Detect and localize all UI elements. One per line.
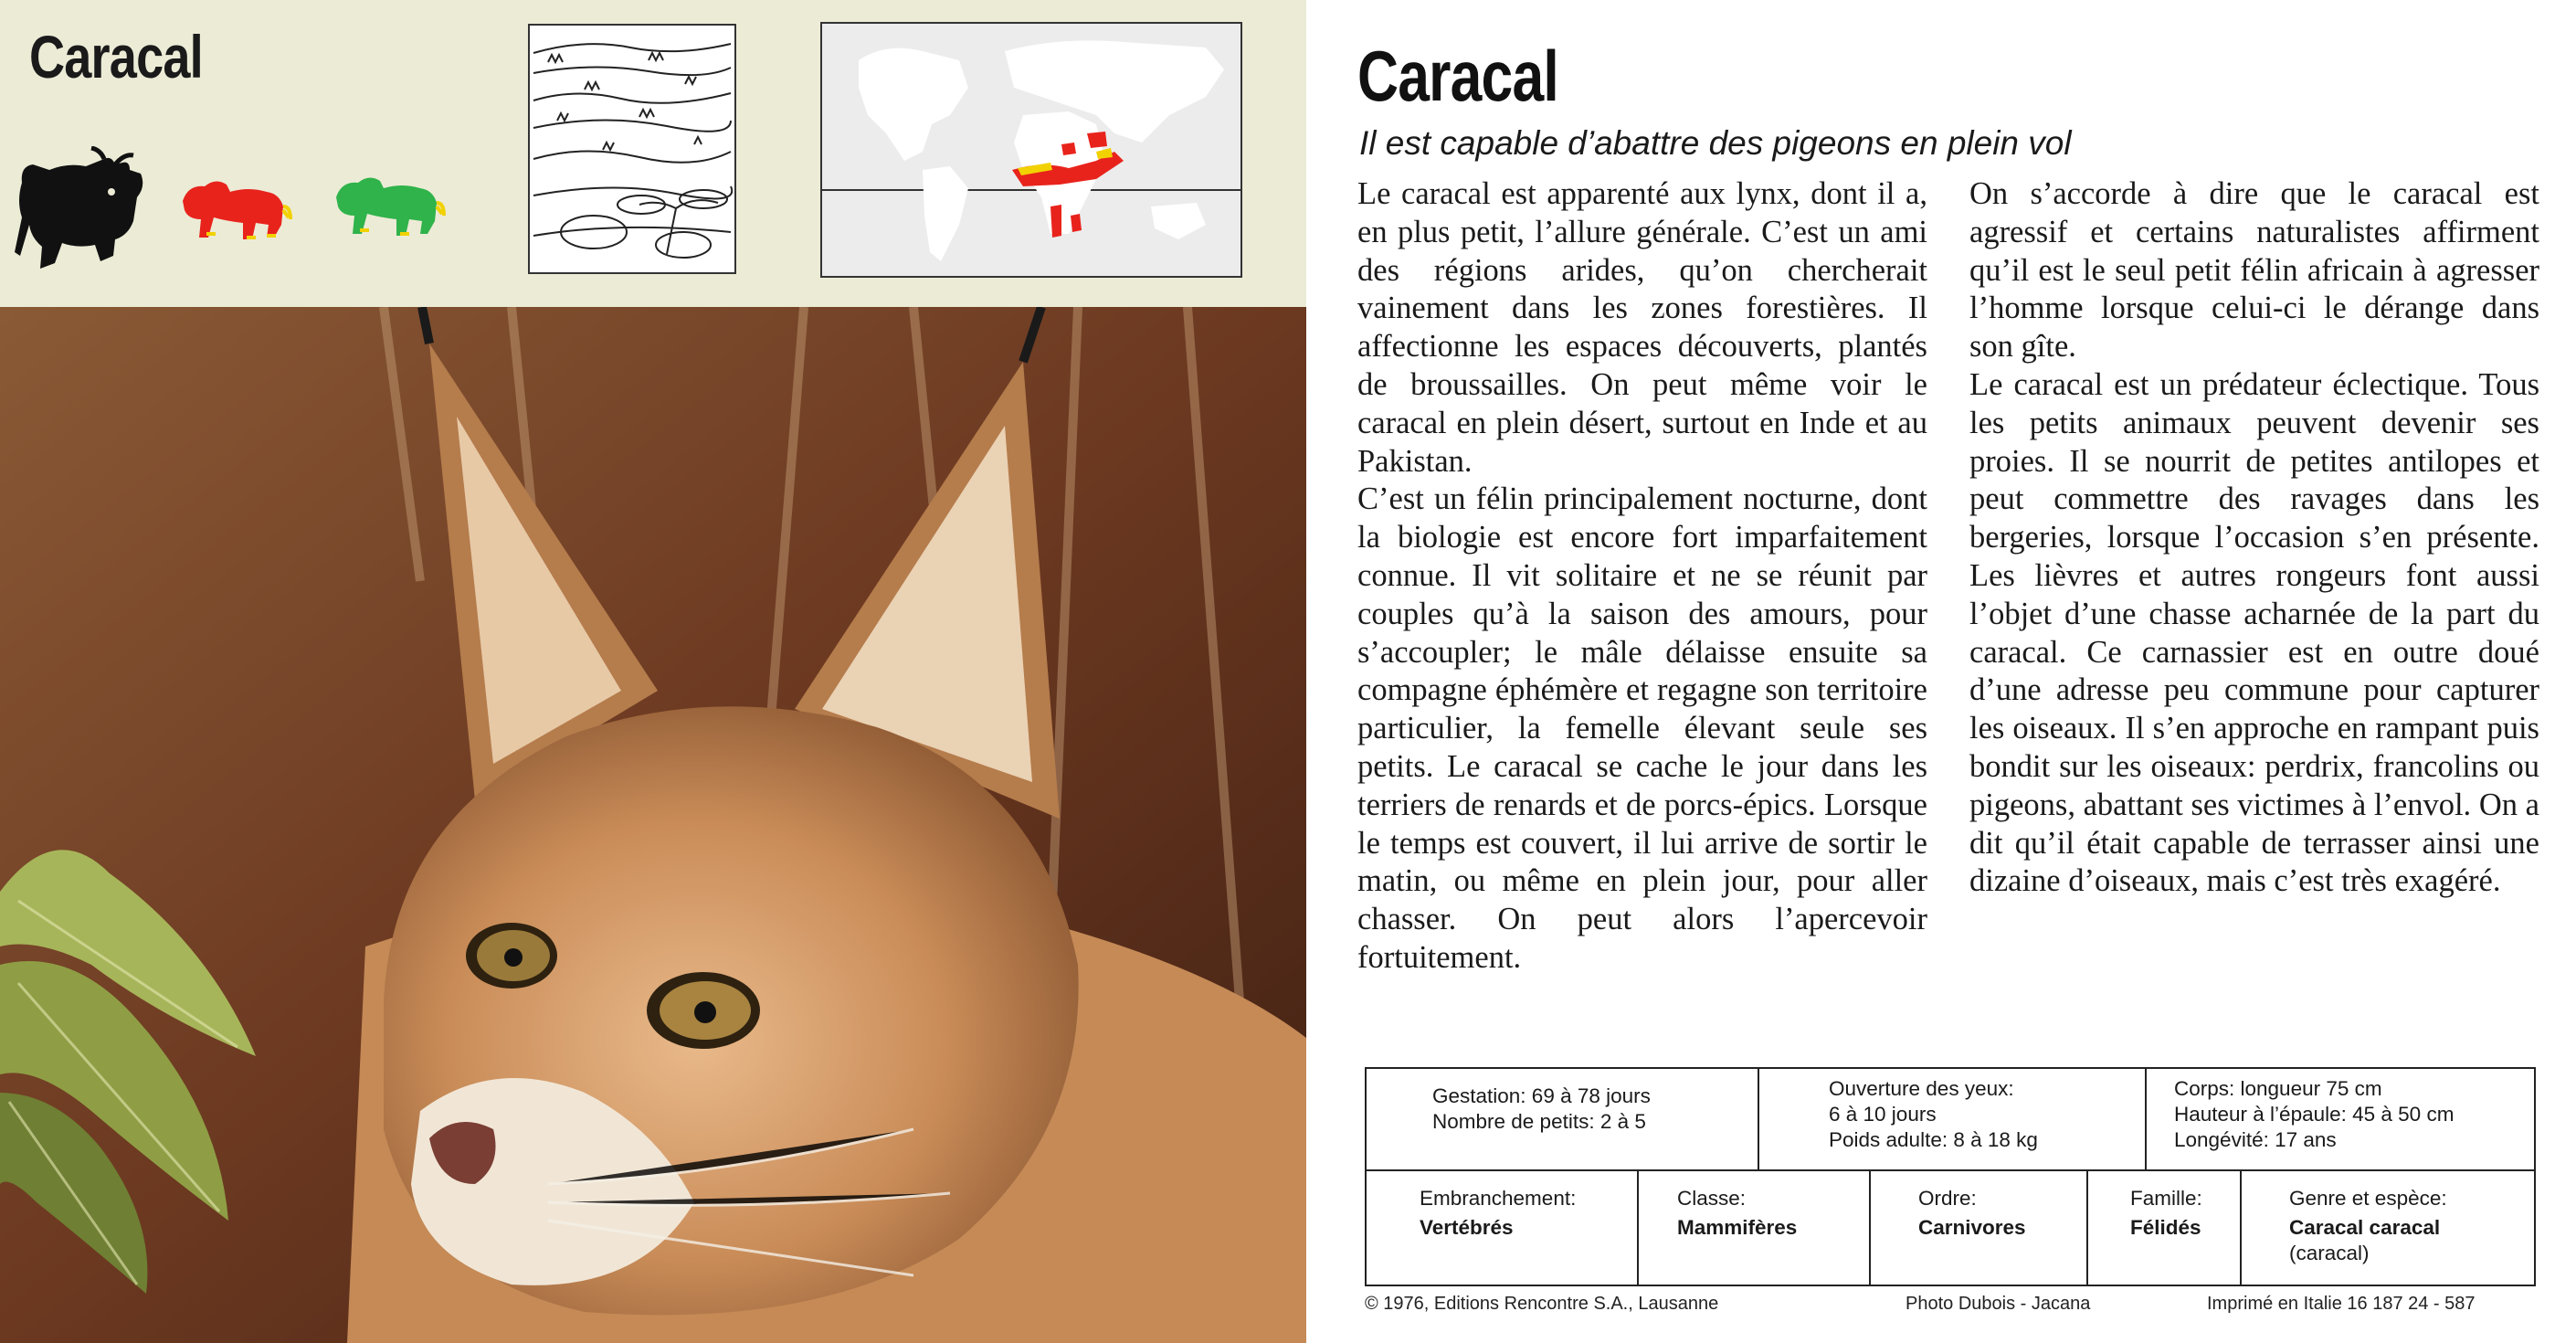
taxonomy-family: Famille: Félidés (2086, 1171, 2240, 1285)
lion-icon (329, 170, 448, 243)
text-column-right (1969, 175, 2539, 901)
print-info: Imprimé en Italie 16 187 24 - 587 (2207, 1294, 2476, 1314)
taxonomy-class: Classe: Mammifères (1637, 1171, 1869, 1285)
taxonomy-order: Ordre: Carnivores (1869, 1171, 2086, 1285)
distribution-map (820, 22, 1242, 278)
fact-longevity: Longévité: 17 ans (2174, 1128, 2337, 1151)
fact-litter-size: Nombre de petits: 2 à 5 (1432, 1110, 1646, 1133)
fact-shoulder-height: Hauteur à l’épaule: 45 à 50 cm (2174, 1103, 2455, 1126)
copyright-text: © 1976, Editions Rencontre S.A., Lausanne (1365, 1294, 1719, 1314)
facts-cell-development (1758, 1069, 2145, 1169)
facts-cell-dimensions (2145, 1069, 2536, 1169)
photo-credit: Photo Dubois - Jacana (1906, 1294, 2091, 1314)
facts-row-biology (1367, 1069, 2534, 1171)
taxonomy-phylum: Embranchement: Vertébrés (1420, 1187, 1577, 1239)
paragraph: Le caracal est un prédateur éclectique. Tous les petits animaux peuvent devenir ses proies. Il se nourrit de petites antilopes et peut commettre des ravages dans les bergeries, lorsque l’occasion s’en présente. Les lièvres et autres rongeurs font aussi l’objet d’une chasse acharnée de la part du caracal. Ce carnassier est en outre doué d’une adresse peu commune pour capturer les oiseaux. Il s’en approche en rampant puis bondit sur les oiseaux: perdrix, francolins ou pigeons, abattant ses victimes à l’envol. On a dit qu’il était capable de terrasser ainsi une dizaine d’oiseaux, mais c’est très exagéré. (1969, 366, 2539, 899)
fact-eye-opening-value: 6 à 10 jours (1829, 1103, 1937, 1126)
card-footer (1365, 1290, 2543, 1327)
article-title: Caracal (1357, 36, 1558, 116)
paragraph: Le caracal est apparenté aux lynx, dont il a, en plus petit, l’allure générale. C’est un ami des régions arides, qu’on chercherait vainement dans les zones forestières. Il affectionne les espaces découverts, plantés de broussailles. On peut même voir le caracal en plein désert, surtout en Inde et au Pakistan. (1357, 176, 1927, 479)
paragraph: C’est un félin principalement nocturne, dont la biologie est encore fort imparfaitement connue. Il vit solitaire et ne se réunit par couples qu’à la saison des amours, pour s’accoupler; le mâle délaisse ensuite sa compagne éphémère et regagne son territoire particulier, la femelle élevant seule ses petits. Le caracal se cache le jour dans les terriers de renards et de porcs-épics. Lorsque le temps est couvert, il lui arrive de sortir le matin, ou même en plein jour, pour aller chasser. On peut alors l’apercevoir fortuitement. (1357, 481, 1927, 975)
facts-table (1365, 1067, 2536, 1286)
text-column-left (1357, 175, 1927, 978)
fact-gestation: Gestation: 69 à 78 jours (1432, 1084, 1651, 1107)
habitat-illustration (528, 24, 736, 274)
paragraph: On s’accorde à dire que le caracal est agressif et certains naturalistes affirment qu’il est le seul petit félin africain à agresser l’homme lorsque celui-ci le dérange dans son gîte. (1969, 176, 2539, 365)
species-card-back (1306, 0, 2576, 1343)
fact-adult-weight: Poids adulte: 8 à 18 kg (1829, 1128, 2038, 1151)
card-species-name: Caracal (29, 23, 203, 90)
bull-silhouette-icon (13, 146, 150, 274)
facts-cell-reproduction (1367, 1069, 1758, 1169)
facts-row-taxonomy (1367, 1171, 2534, 1285)
lion-icon (175, 174, 294, 247)
article-subtitle: Il est capable d’abattre des pigeons en plein vol (1359, 124, 2072, 162)
taxonomy-genus-species: Genre et espèce: Caracal caracal (caracal) (2240, 1171, 2534, 1285)
caracal-photo (0, 307, 1306, 1343)
fact-body-length: Corps: longueur 75 cm (2174, 1077, 2382, 1100)
fact-eye-opening-label: Ouverture des yeux: (1829, 1077, 2014, 1100)
